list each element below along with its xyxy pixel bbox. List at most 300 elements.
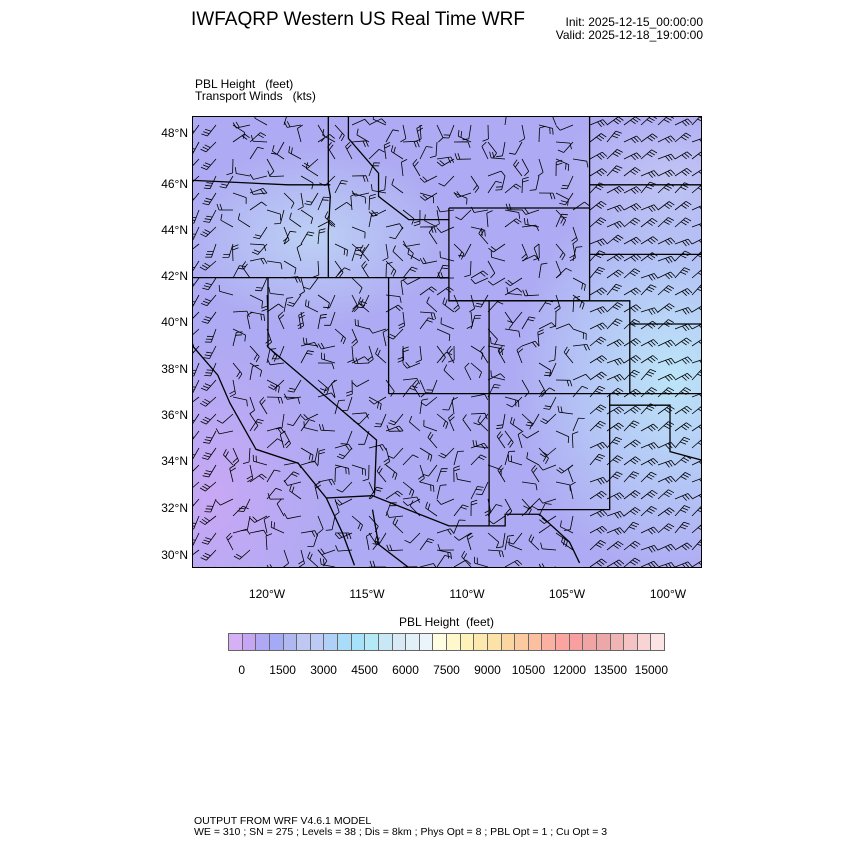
- wind-barb: [305, 193, 319, 205]
- wind-barb: [250, 202, 267, 210]
- wind-barb: [607, 560, 624, 567]
- wind-barb: [250, 312, 265, 321]
- wind-barb: [268, 493, 284, 499]
- wind-barb: [641, 527, 658, 534]
- wind-barb: [624, 218, 640, 227]
- latitude-label: 40°N: [161, 315, 188, 329]
- wind-barb: [457, 473, 472, 482]
- wind-barb: [471, 176, 479, 193]
- wind-barb: [607, 374, 624, 381]
- wind-barb: [590, 491, 607, 499]
- wind-barb: [482, 142, 488, 159]
- wind-barb: [624, 305, 641, 312]
- colorbar-label: 6000: [392, 663, 419, 677]
- wind-barb: [318, 479, 335, 485]
- wind-barb: [318, 516, 323, 533]
- model-info: [194, 816, 607, 838]
- wind-barb: [203, 210, 216, 222]
- wind-barb: [304, 421, 318, 431]
- wind-barb: [250, 530, 267, 536]
- wind-barb: [641, 340, 658, 347]
- wind-barb: [556, 324, 573, 329]
- colorbar-swatch: [515, 634, 529, 650]
- wind-barb: [201, 295, 216, 306]
- wind-barb: [335, 202, 352, 210]
- wind-barb: [335, 444, 352, 450]
- wind-barb: [556, 159, 569, 171]
- wind-barb: [505, 210, 520, 219]
- wind-barb: [377, 466, 386, 482]
- wind-barb: [607, 186, 624, 193]
- wind-barb: [522, 209, 539, 215]
- wind-barb: [550, 312, 556, 328]
- wind-barb: [247, 312, 252, 329]
- wind-barb: [641, 274, 658, 281]
- wind-barb: [479, 228, 488, 244]
- wind-barb: [233, 193, 246, 204]
- wind-barb: [320, 558, 335, 567]
- wind-barb: [497, 432, 505, 449]
- wind-barb: [346, 142, 353, 159]
- wind-barb: [233, 134, 250, 142]
- wind-barb: [658, 544, 675, 551]
- wind-barb: [692, 168, 702, 176]
- wind-barb: [530, 176, 539, 190]
- wind-barb: [289, 146, 301, 159]
- wind-barb: [675, 373, 692, 380]
- wind-barb: [253, 227, 267, 239]
- wind-barb: [523, 290, 539, 296]
- wind-barb: [386, 465, 397, 480]
- wind-barb: [692, 150, 702, 159]
- wind-barb: [658, 524, 674, 533]
- colorbar-label: 13500: [593, 663, 628, 677]
- wind-barb: [641, 424, 658, 431]
- colorbar-swatch: [406, 634, 420, 650]
- wind-barb: [205, 499, 217, 512]
- wind-barb: [658, 374, 675, 381]
- wind-barb: [193, 125, 199, 136]
- wind-barb: [624, 288, 641, 295]
- longitude-label: 105°W: [548, 587, 586, 601]
- model-config: WE = 310 ; SN = 275 ; Levels = 38 ; Dis = 8km ; Phys Opt = 8 ; PBL Opt = 1 ; Cu Opt = 3: [194, 826, 608, 838]
- wind-barb: [539, 567, 552, 568]
- wind-barb: [590, 454, 605, 465]
- wind-barb: [658, 202, 674, 211]
- wind-barb: [420, 258, 437, 264]
- wind-barb: [203, 465, 216, 477]
- wind-barb: [607, 511, 624, 518]
- wind-barb: [267, 427, 284, 433]
- wind-barb: [539, 363, 551, 377]
- colorbar-swatch: [651, 634, 664, 650]
- wind-barb: [376, 348, 387, 363]
- wind-barb: [193, 159, 199, 169]
- wind-barb: [387, 512, 404, 518]
- wind-barb: [193, 261, 199, 273]
- wind-barb: [488, 550, 504, 557]
- wind-barb: [675, 218, 691, 227]
- wind-barb: [318, 549, 335, 555]
- wind-barb: [439, 448, 455, 458]
- wind-barb: [393, 246, 403, 261]
- colorbar-swatch: [229, 634, 243, 650]
- longitude-label: 120°W: [248, 587, 286, 601]
- wind-barb: [658, 117, 674, 125]
- colorbar-swatch: [556, 634, 570, 650]
- wind-barb: [641, 205, 658, 212]
- wind-barb: [624, 370, 640, 380]
- wind-barb: [488, 261, 495, 278]
- wind-barb: [227, 159, 234, 175]
- wind-barb: [624, 440, 641, 448]
- wind-barb: [675, 324, 692, 331]
- wind-barb: [252, 244, 267, 255]
- wind-barb: [590, 239, 607, 246]
- wind-barb: [573, 202, 590, 210]
- wind-barb: [423, 465, 438, 476]
- wind-barb: [267, 159, 274, 176]
- colorbar-label: 15000: [634, 663, 669, 677]
- wind-barb: [437, 469, 448, 482]
- wind-barb: [471, 500, 477, 516]
- wind-barb: [559, 193, 573, 205]
- wind-barb: [675, 357, 692, 364]
- wind-barb: [624, 355, 641, 363]
- wind-barb: [301, 210, 313, 224]
- wind-barb: [522, 482, 537, 490]
- wind-barb: [641, 369, 656, 380]
- wind-barb: [590, 152, 607, 159]
- wind-barb: [522, 414, 532, 429]
- wind-barb: [590, 526, 607, 533]
- wind-barb: [437, 414, 448, 429]
- wind-barb: [193, 278, 199, 289]
- wind-barb: [522, 225, 539, 231]
- wind-barb: [658, 563, 675, 569]
- wind-barb: [675, 239, 692, 246]
- wind-barb: [264, 516, 270, 533]
- wind-barb: [313, 261, 319, 277]
- wind-barb: [568, 465, 573, 482]
- wind-barb: [469, 295, 474, 312]
- wind-barb: [428, 432, 437, 448]
- wind-barb: [692, 204, 702, 211]
- wind-barb: [437, 157, 454, 163]
- wind-barb: [692, 506, 702, 516]
- wind-barb: [290, 485, 301, 499]
- wind-barb: [414, 210, 420, 226]
- wind-barb: [352, 516, 363, 531]
- wind-barb: [641, 561, 658, 568]
- wind-barb: [284, 480, 301, 485]
- wind-barb: [250, 397, 255, 414]
- wind-barb: [325, 212, 335, 228]
- wind-barb: [518, 431, 523, 448]
- wind-barb: [201, 125, 216, 136]
- colorbar-label: 9000: [474, 663, 501, 677]
- wind-barb: [573, 159, 588, 167]
- colorbar-swatch: [256, 634, 270, 650]
- wind-barb: [305, 300, 318, 313]
- wind-barb: [488, 465, 501, 476]
- wind-barb: [236, 567, 250, 568]
- wind-barb: [287, 295, 301, 306]
- wind-barb: [558, 406, 573, 414]
- wind-barb: [203, 431, 216, 443]
- wind-barb: [363, 465, 369, 481]
- wind-barb: [227, 533, 234, 550]
- wind-barb: [675, 472, 691, 482]
- wind-barb: [692, 117, 702, 125]
- wind-barb: [369, 567, 384, 568]
- wind-barb: [284, 193, 294, 209]
- wind-barb: [658, 422, 674, 431]
- wind-barb: [193, 482, 199, 491]
- wind-barb: [360, 245, 369, 261]
- wind-barb: [675, 119, 692, 126]
- wind-barb: [193, 210, 199, 223]
- colorbar-swatch: [433, 634, 447, 650]
- wind-barb: [505, 499, 512, 516]
- wind-barb: [297, 125, 302, 142]
- wind-barb: [193, 533, 199, 546]
- wind-barb: [641, 443, 658, 450]
- wind-barb: [675, 168, 692, 176]
- wind-barb: [488, 302, 503, 312]
- wind-barb: [399, 312, 405, 329]
- wind-barb: [641, 472, 657, 482]
- wind-barb: [242, 261, 250, 278]
- wind-barb: [590, 337, 606, 346]
- wind-barb: [572, 432, 578, 448]
- wind-barb: [658, 388, 674, 397]
- wind-barb: [429, 227, 437, 244]
- wind-barb: [297, 244, 302, 261]
- wind-barb: [205, 329, 216, 342]
- wind-barb: [505, 219, 521, 227]
- wind-barb: [532, 465, 540, 482]
- wind-barb: [692, 269, 702, 278]
- wind-barb: [201, 414, 216, 424]
- wind-barb: [489, 516, 506, 524]
- wind-barb: [590, 267, 605, 278]
- wind-barb: [318, 550, 327, 566]
- wind-barb: [440, 251, 454, 261]
- wind-barb: [267, 470, 280, 482]
- wind-barb: [488, 278, 505, 285]
- wind-barb: [200, 397, 216, 406]
- wind-barb: [464, 261, 471, 277]
- wind-barb: [416, 346, 422, 363]
- wind-barb: [324, 312, 335, 325]
- wind-barb: [554, 295, 560, 312]
- wind-barb: [527, 452, 539, 465]
- wind-barb: [658, 304, 674, 312]
- wind-barb: [413, 159, 420, 176]
- wind-barb: [455, 210, 471, 220]
- wind-barb: [556, 482, 570, 491]
- wind-barb: [233, 567, 243, 568]
- wind-barb: [675, 152, 692, 159]
- wind-barb: [607, 221, 624, 228]
- wind-barb: [471, 271, 488, 278]
- wind-barb: [352, 380, 369, 387]
- wind-barb: [276, 414, 284, 429]
- wind-barb: [202, 312, 216, 323]
- wind-barb: [624, 472, 639, 482]
- wind-barb: [393, 518, 403, 533]
- wind-barb: [675, 543, 692, 550]
- wind-barb: [557, 465, 573, 473]
- wind-barb: [624, 167, 640, 176]
- wind-barb: [387, 545, 403, 551]
- wind-barb: [335, 465, 349, 475]
- wind-barb: [352, 567, 358, 568]
- wind-barb: [540, 448, 556, 457]
- colorbar-swatch: [420, 634, 434, 650]
- colorbar-title: PBL Height (feet): [399, 615, 494, 629]
- wind-barb: [517, 346, 523, 363]
- longitude-label: 110°W: [449, 587, 485, 601]
- wind-barb: [624, 421, 639, 431]
- wind-barb: [529, 535, 539, 550]
- wind-barb: [384, 142, 390, 159]
- wind-barb: [607, 131, 622, 142]
- wind-barb: [505, 329, 520, 337]
- wind-barb: [454, 505, 469, 516]
- wind-barb: [624, 522, 639, 533]
- wind-barb: [488, 142, 497, 158]
- wind-barb: [452, 397, 458, 414]
- wind-barb: [437, 265, 449, 278]
- wind-barb: [335, 261, 343, 278]
- wind-barb: [301, 232, 314, 244]
- wind-barb: [219, 285, 233, 295]
- wind-barb: [403, 362, 420, 368]
- wind-barb: [420, 380, 426, 397]
- wind-barb: [624, 457, 641, 465]
- colorbar-swatch: [297, 634, 311, 650]
- wind-barb: [403, 386, 417, 397]
- wind-barb: [573, 386, 588, 397]
- wind-barb: [267, 439, 283, 448]
- wind-barb: [352, 278, 362, 293]
- wind-barb: [505, 278, 522, 286]
- wind-barb: [326, 516, 335, 530]
- wind-barb: [590, 251, 605, 261]
- colorbar-swatch: [379, 634, 393, 650]
- wind-barb: [481, 346, 489, 363]
- wind-barb: [267, 304, 284, 312]
- wind-barb: [505, 431, 513, 448]
- field-labels: [195, 78, 316, 102]
- wind-barb: [424, 420, 437, 431]
- wind-barb: [658, 490, 674, 499]
- wind-barb: [193, 567, 199, 568]
- wind-barb: [204, 176, 216, 189]
- wind-barb: [522, 341, 539, 347]
- wind-barb: [590, 201, 606, 210]
- wind-barb: [233, 332, 243, 346]
- wind-barb: [193, 431, 199, 442]
- wind-barb: [389, 227, 403, 239]
- wind-barb: [304, 278, 318, 289]
- wind-barb: [250, 147, 264, 159]
- wind-barb: [641, 134, 657, 142]
- wind-barb: [201, 567, 216, 568]
- wind-barb: [641, 545, 658, 552]
- latitude-label: 30°N: [161, 548, 188, 562]
- wind-barb: [352, 295, 358, 312]
- wind-barb: [441, 318, 454, 330]
- wind-barb: [551, 117, 556, 125]
- field-label-pbl: PBL Height (feet): [195, 77, 294, 91]
- wind-barb: [383, 329, 388, 346]
- wind-barb: [200, 516, 216, 525]
- wind-barb: [505, 312, 513, 329]
- wind-barb: [522, 317, 535, 329]
- colorbar-swatch: [338, 634, 352, 650]
- wind-barb: [539, 323, 556, 329]
- wind-barb: [508, 455, 522, 465]
- wind-barb: [391, 145, 403, 159]
- wind-barb: [334, 499, 339, 516]
- wind-barb: [216, 428, 233, 434]
- wind-barb: [437, 159, 454, 166]
- wind-barb: [607, 340, 624, 347]
- wind-barb: [641, 171, 658, 178]
- wind-barb: [658, 154, 675, 161]
- wind-barb: [234, 550, 250, 559]
- state-border: [449, 208, 590, 301]
- wind-barb: [250, 174, 267, 179]
- wind-barb: [658, 340, 675, 347]
- wind-barb: [556, 380, 572, 386]
- wind-barb: [301, 351, 314, 363]
- wind-barb: [383, 244, 389, 261]
- wind-barb: [573, 418, 585, 431]
- wind-barb: [250, 295, 263, 307]
- wind-barb: [301, 448, 313, 461]
- wind-barb: [223, 244, 234, 258]
- colorbar-swatch: [570, 634, 584, 650]
- wind-barb: [561, 176, 573, 189]
- wind-barb: [539, 465, 556, 470]
- wind-barb: [449, 414, 455, 431]
- wind-barb: [675, 308, 692, 315]
- wind-barb: [374, 414, 386, 427]
- wind-barb: [250, 258, 267, 264]
- wind-barb: [337, 482, 352, 492]
- wind-barb: [403, 482, 414, 497]
- wind-barb: [403, 497, 420, 503]
- wind-barb: [250, 419, 264, 431]
- wind-barb: [203, 346, 216, 359]
- colorbar-swatch: [365, 634, 379, 650]
- state-border: [348, 117, 449, 220]
- wind-barb: [607, 284, 622, 295]
- wind-barb: [298, 193, 304, 210]
- wind-barb: [403, 499, 420, 506]
- wind-barb: [541, 543, 556, 550]
- colorbar-swatch: [311, 634, 325, 650]
- wind-barb: [465, 363, 471, 380]
- wind-barb: [496, 142, 505, 157]
- wind-barb: [692, 338, 702, 346]
- wind-barb: [193, 499, 199, 510]
- wind-barb: [692, 540, 702, 551]
